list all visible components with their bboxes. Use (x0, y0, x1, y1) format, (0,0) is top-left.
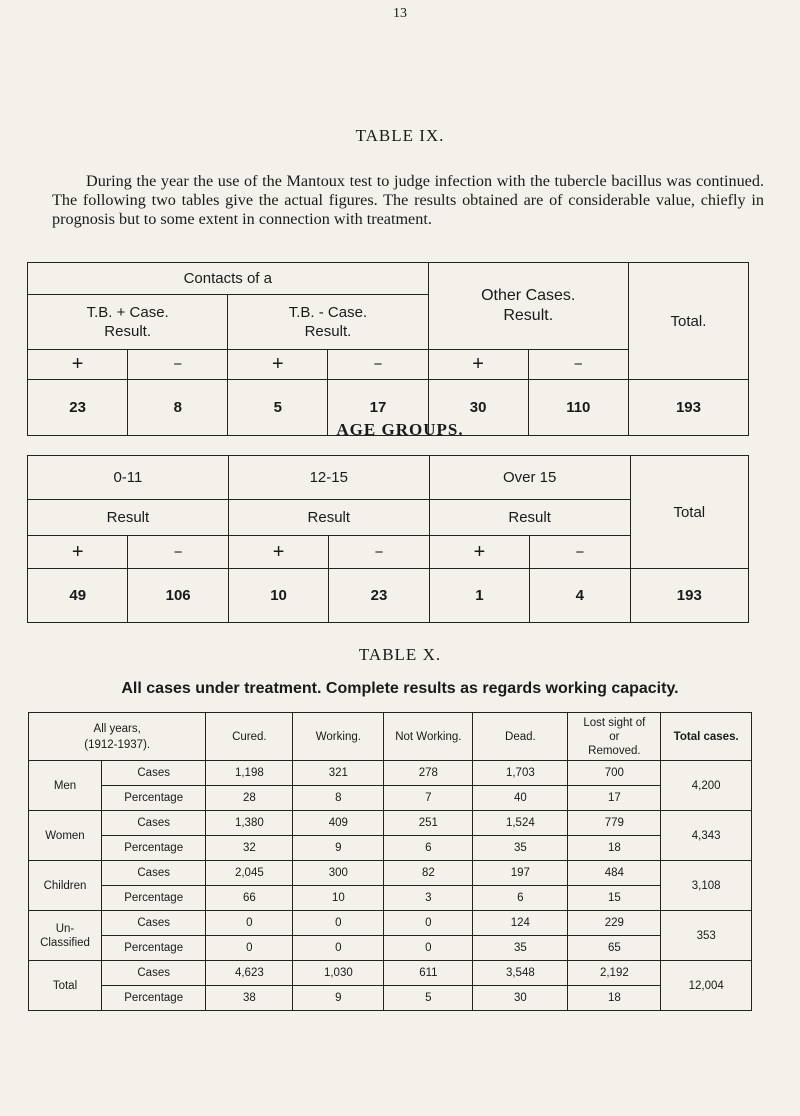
header-other-result: Result. (503, 307, 554, 324)
value-cell: 23 (28, 380, 128, 436)
cured-pct: 38 (206, 986, 293, 1011)
not-working-pct: 6 (384, 836, 473, 861)
table-ix-title: TABLE IX. (355, 126, 445, 145)
tb-pos-label: T.B. + Case. (86, 304, 169, 321)
header-other-cases (428, 263, 628, 350)
value-cell: 17 (328, 380, 428, 436)
row-label-percentage: Percentage (102, 886, 206, 911)
not-working-cell: 611 (384, 961, 473, 986)
dead-cell: 3,548 (473, 961, 568, 986)
value-cell: 5 (228, 380, 328, 436)
sign-plus: + (228, 350, 328, 380)
working-pct: 10 (293, 886, 384, 911)
header-total: Total. (628, 263, 748, 380)
lost-cell: 700 (568, 761, 661, 786)
not-working-cell: 251 (384, 811, 473, 836)
result-header: Result (228, 500, 429, 536)
row-label-percentage: Percentage (102, 836, 206, 861)
header-dead: Dead. (473, 713, 568, 761)
row-label-cases: Cases (102, 811, 206, 836)
row-label-cases: Cases (102, 761, 206, 786)
group-label: Men (29, 761, 102, 811)
group-total: 4,200 (661, 761, 752, 811)
contacts-table (27, 262, 749, 436)
cured-pct: 32 (206, 836, 293, 861)
value-cell: 110 (528, 380, 628, 436)
not-working-pct: 5 (384, 986, 473, 1011)
cured-cell: 0 (206, 911, 293, 936)
group-label-line1: Un- (55, 922, 75, 935)
working-cell: 1,030 (293, 961, 384, 986)
row-label-cases: Cases (102, 861, 206, 886)
sign-minus: − (528, 350, 628, 380)
header-tb-pos (28, 295, 228, 350)
dead-pct: 40 (473, 786, 568, 811)
lost-pct: 18 (568, 986, 661, 1011)
header-total: Total (630, 456, 748, 569)
lost-pct: 65 (568, 936, 661, 961)
lost-cell: 779 (568, 811, 661, 836)
sign-plus: + (428, 350, 528, 380)
cured-pct: 28 (206, 786, 293, 811)
sign-minus: − (128, 536, 228, 569)
group-total: 12,004 (661, 961, 752, 1011)
header-working: Working. (293, 713, 384, 761)
cured-cell: 1,380 (206, 811, 293, 836)
lost-cell: 2,192 (568, 961, 661, 986)
row-label-percentage: Percentage (102, 986, 206, 1011)
result-header: Result (429, 500, 630, 536)
years-line1: All years, (93, 722, 141, 735)
years-line2: (1912-1937). (84, 738, 151, 751)
sign-minus: − (128, 350, 228, 380)
value-cell: 8 (128, 380, 228, 436)
header-not-working: Not Working. (384, 713, 473, 761)
not-working-pct: 7 (384, 786, 473, 811)
header-other-label: Other Cases. (481, 287, 576, 304)
tb-neg-label: T.B. - Case. (288, 304, 368, 321)
lost-cell: 229 (568, 911, 661, 936)
age-groups-title: AGE GROUPS. (336, 420, 464, 439)
group-label: Women (29, 811, 102, 861)
total-cell: 193 (628, 380, 748, 436)
not-working-cell: 82 (384, 861, 473, 886)
working-cell: 409 (293, 811, 384, 836)
working-cell: 300 (293, 861, 384, 886)
sign-minus: − (328, 350, 428, 380)
working-pct: 8 (293, 786, 384, 811)
tb-pos-result: Result. (104, 323, 151, 340)
not-working-pct: 0 (384, 936, 473, 961)
table-x-subtitle: All cases under treatment. Complete results as regards working capacity. (121, 680, 679, 697)
row-label-cases: Cases (102, 961, 206, 986)
sign-plus: + (28, 350, 128, 380)
group-total: 353 (661, 911, 752, 961)
not-working-cell: 278 (384, 761, 473, 786)
dead-pct: 6 (473, 886, 568, 911)
group-label: Total (29, 961, 102, 1011)
row-label-cases: Cases (102, 911, 206, 936)
dead-pct: 30 (473, 986, 568, 1011)
sign-plus: + (28, 536, 128, 569)
group-label (29, 911, 102, 961)
value-cell: 23 (329, 569, 429, 623)
value-cell: 10 (228, 569, 328, 623)
row-label-percentage: Percentage (102, 936, 206, 961)
dead-cell: 1,703 (473, 761, 568, 786)
group-total: 4,343 (661, 811, 752, 861)
tb-neg-result: Result. (304, 323, 352, 340)
dead-cell: 1,524 (473, 811, 568, 836)
total-cell: 193 (630, 569, 748, 623)
header-tb-neg (228, 295, 428, 350)
working-pct: 0 (293, 936, 384, 961)
sign-plus: + (429, 536, 529, 569)
sign-minus: − (329, 536, 429, 569)
table-x-title: TABLE X. (358, 645, 442, 664)
group-header: 0-11 (28, 456, 229, 500)
working-cell: 0 (293, 911, 384, 936)
lost-pct: 15 (568, 886, 661, 911)
sign-plus: + (228, 536, 328, 569)
cured-cell: 4,623 (206, 961, 293, 986)
group-total: 3,108 (661, 861, 752, 911)
working-pct: 9 (293, 836, 384, 861)
group-label: Children (29, 861, 102, 911)
lost-pct: 18 (568, 836, 661, 861)
lost-line1: Lost sight of (583, 716, 646, 729)
not-working-pct: 3 (384, 886, 473, 911)
lost-line2: or (609, 730, 620, 743)
group-label-line2: Classified (40, 936, 90, 949)
working-capacity-table (28, 712, 752, 1011)
header-contacts: Contacts of a (28, 263, 429, 295)
lost-cell: 484 (568, 861, 661, 886)
group-header: 12-15 (228, 456, 429, 500)
header-cured: Cured. (206, 713, 293, 761)
value-cell: 1 (429, 569, 529, 623)
header-lost (568, 713, 661, 761)
value-cell: 106 (128, 569, 228, 623)
result-header: Result (28, 500, 229, 536)
group-header: Over 15 (429, 456, 630, 500)
lost-line3: Removed. (588, 744, 641, 757)
dead-cell: 124 (473, 911, 568, 936)
page-number: 13 (393, 6, 407, 21)
cured-pct: 0 (206, 936, 293, 961)
header-total-cases: Total cases. (661, 713, 752, 761)
value-cell: 49 (28, 569, 128, 623)
intro-paragraph: During the year the use of the Mantoux test to judge infection with the tubercle bacillus was continued. The following two tables give the actual figures. The results obtained are of considerable value, chiefly in prognosis but to some extent in connection with treatment. (52, 172, 764, 228)
dead-pct: 35 (473, 936, 568, 961)
row-label-percentage: Percentage (102, 786, 206, 811)
not-working-cell: 0 (384, 911, 473, 936)
working-cell: 321 (293, 761, 384, 786)
header-years (29, 713, 206, 761)
cured-cell: 2,045 (206, 861, 293, 886)
age-groups-table (27, 455, 749, 623)
dead-cell: 197 (473, 861, 568, 886)
value-cell: 4 (530, 569, 630, 623)
lost-pct: 17 (568, 786, 661, 811)
cured-pct: 66 (206, 886, 293, 911)
cured-cell: 1,198 (206, 761, 293, 786)
value-cell: 30 (428, 380, 528, 436)
dead-pct: 35 (473, 836, 568, 861)
working-pct: 9 (293, 986, 384, 1011)
sign-minus: − (530, 536, 630, 569)
